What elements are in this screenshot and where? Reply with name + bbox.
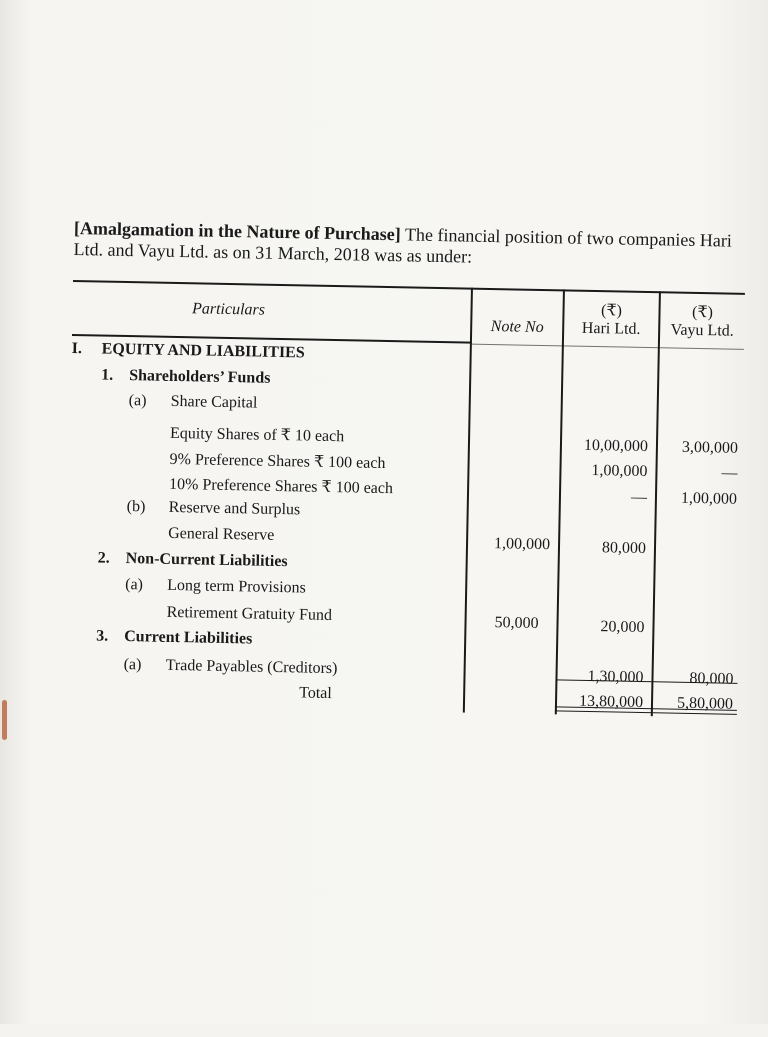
hari-trade-payables: 1,30,000: [587, 667, 644, 687]
item-trade-payables: Trade Payables (Creditors): [165, 656, 338, 678]
row-label: 1.: [101, 366, 114, 384]
vayu-9pct-preference-shares: —: [721, 464, 738, 482]
note-general-reserve: 1,00,000: [493, 535, 551, 554]
item-reserve-and-surplus: Reserve and Surplus: [168, 498, 301, 519]
hari-equity-shares: 10,00,000: [583, 436, 649, 456]
hari-general-reserve: 80,000: [601, 539, 647, 558]
row-label: (a): [128, 392, 147, 410]
item-equity-shares: Equity Shares of ₹ 10 each: [169, 424, 345, 446]
column-header-vayu-currency: (₹): [691, 303, 714, 322]
subheading-shareholders-funds: Shareholders’ Funds: [129, 367, 271, 387]
column-header-hari: Hari Ltd.: [581, 319, 641, 338]
item-9pct-preference-shares: 9% Preference Shares ₹ 100 each: [169, 450, 386, 473]
column-header-note: Note No: [490, 318, 544, 337]
vayu-equity-shares: 3,00,000: [681, 438, 739, 457]
hari-retirement-gratuity-fund: 20,000: [600, 618, 645, 637]
row-label: (b): [126, 498, 146, 516]
table-top-rule: [73, 280, 745, 294]
section-heading-equity-liabilities: EQUITY AND LIABILITIES: [101, 340, 305, 362]
heading-bold-title: [Amalgamation in the Nature of Purchase]: [73, 218, 401, 245]
item-10pct-preference-shares: 10% Preference Shares ₹ 100 each: [168, 475, 394, 498]
row-label: 2.: [97, 549, 110, 567]
item-general-reserve: General Reserve: [168, 524, 275, 544]
heading-text: The financial position of two companies Hari Ltd. and Vayu Ltd. as on 31 March, 2018 was as under:: [73, 224, 733, 267]
row-label: (a): [125, 576, 144, 594]
item-retirement-gratuity-fund: Retirement Gratuity Fund: [166, 603, 333, 625]
row-label: (a): [123, 656, 142, 674]
column-header-hari-currency: (₹): [600, 302, 623, 320]
row-label: I.: [71, 339, 83, 358]
total-label: Total: [298, 684, 332, 703]
item-share-capital: Share Capital: [170, 392, 258, 412]
col-divider-note: [463, 288, 473, 713]
subheading-non-current-liabilities: Non-Current Liabilities: [125, 550, 288, 571]
column-header-particulars: Particulars: [191, 300, 266, 319]
header-bottom-rule-right: [472, 344, 744, 350]
vayu-10pct-preference-shares: 1,00,000: [680, 489, 738, 508]
vayu-total: 5,80,000: [676, 694, 734, 713]
vayu-trade-payables: 80,000: [689, 669, 734, 688]
hari-total: 13,80,000: [578, 692, 644, 712]
hari-9pct-preference-shares: 1,00,000: [591, 461, 648, 481]
item-long-term-provisions: Long term Provisions: [167, 576, 307, 597]
note-retirement-gratuity-fund: 50,000: [494, 614, 539, 632]
row-label: 3.: [96, 627, 109, 645]
subheading-current-liabilities: Current Liabilities: [124, 628, 253, 648]
column-header-vayu: Vayu Ltd.: [670, 321, 734, 340]
problem-heading: [73, 218, 754, 273]
hari-10pct-preference-shares: —: [630, 488, 648, 507]
